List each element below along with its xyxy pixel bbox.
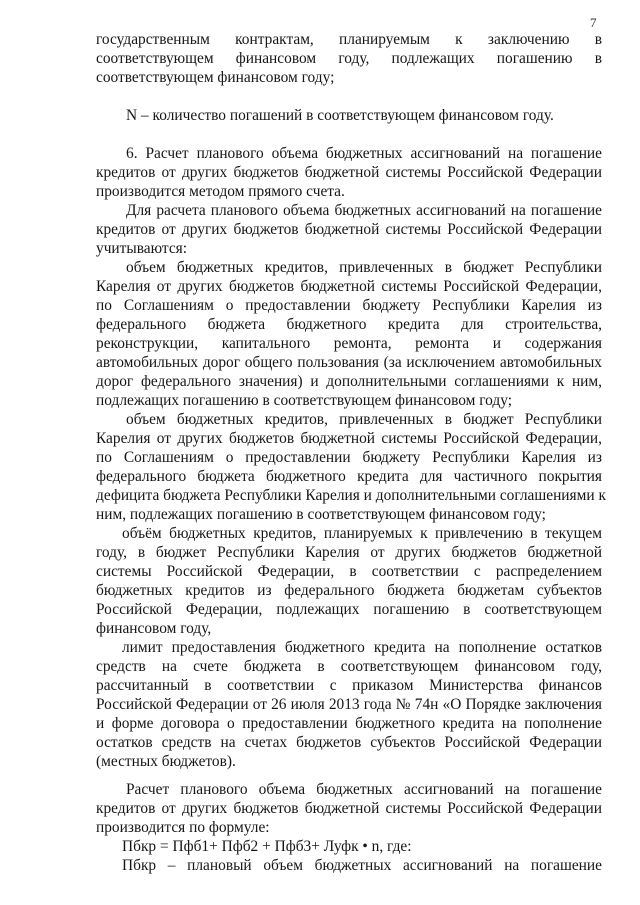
text-line: Для расчета планового объема бюджетных ассигнований на погашение: [126, 202, 602, 219]
text-line: лимит предоставления бюджетного кредита на пополнение остатков: [122, 639, 602, 656]
text-line: системы Российской Федерации, в соответствии с распределением: [96, 563, 602, 580]
text-line: Карелия от других бюджетов бюджетной системы Российской Федерации,: [96, 278, 602, 295]
text-line: объем бюджетных кредитов, привлеченных в бюджет Республики: [126, 259, 602, 276]
text-line: по Соглашениям о предоставлении бюджету Республики Карелия из: [96, 297, 602, 314]
text-line: учитываются:: [96, 240, 188, 257]
formula-definition: Пбкр – плановый объем бюджетных ассигнований на погашение: [122, 857, 602, 874]
text-line: средств на счете бюджета в соответствующем финансовом году,: [96, 658, 602, 675]
text-line: (местных бюджетов).: [96, 753, 236, 770]
text-line: Российской Федерации от 26 июля 2013 года № 74н «О Порядке заключения: [96, 696, 602, 713]
paragraph-6-heading: 6. Расчет планового объема бюджетных ассигнований на погашение: [126, 145, 602, 162]
text-line: дефицита бюджета Республики Карелия и дополнительными соглашениями к: [96, 487, 606, 504]
text-line: году, в бюджет Республики Карелия от других бюджетов бюджетной: [96, 544, 602, 561]
text-line: реконструкции, капитального ремонта, ремонта и содержания: [96, 335, 602, 352]
text-line: бюджетных кредитов из федерального бюджета бюджетам субъектов: [96, 582, 602, 599]
text-line: N – количество погашений в соответствующем финансовом году.: [126, 107, 554, 124]
text-line: Расчет планового объема бюджетных ассигнований на погашение: [126, 781, 602, 798]
text-line: федерального бюджета бюджетного кредита для частичного покрытия: [96, 468, 602, 485]
text-line: рассчитанный в соответствии с приказом Министерства финансов: [96, 677, 602, 694]
text-line: соответствующем финансовом году;: [96, 69, 335, 86]
text-line: остатков средств на счетах бюджетов субъектов Российской Федерации: [96, 734, 602, 751]
formula: Пбкр = Пфб1+ Пфб2 + Пфб3+ Луфк • n, где:: [122, 838, 412, 855]
text-line: дорог федерального значения) и дополнительными соглашениями к ним,: [96, 373, 602, 390]
text-line: государственным контрактам, планируемым к заключению в: [96, 31, 602, 48]
text-line: соответствующем финансовом году, подлежащих погашению в: [96, 50, 602, 67]
text-line: кредитов от других бюджетов бюджетной системы Российской Федерации: [96, 800, 602, 817]
text-line: федерального бюджета бюджетного кредита для строительства,: [96, 316, 602, 333]
text-line: подлежащих погашению в соответствующем финансовом году;: [96, 392, 513, 409]
text-line: Карелия от других бюджетов бюджетной системы Российской Федерации,: [96, 430, 602, 447]
text-line: производится по формуле:: [96, 819, 270, 836]
text-line: объём бюджетных кредитов, планируемых к привлечению в текущем: [122, 525, 602, 542]
text-line: ним, подлежащих погашению в соответствующем финансовом году;: [96, 506, 546, 523]
text-line: объем бюджетных кредитов, привлеченных в бюджет Республики: [126, 411, 602, 428]
text-line: по Соглашениям о предоставлении бюджету Республики Карелия из: [96, 449, 602, 466]
text-line: автомобильных дорог общего пользования (за исключением автомобильных: [96, 354, 602, 371]
text-line: кредитов от других бюджетов бюджетной системы Российской Федерации: [96, 221, 602, 238]
text-line: Российской Федерации, подлежащих погашению в соответствующем: [96, 601, 602, 618]
text-line: финансовом году,: [96, 620, 212, 637]
page-number: 7: [590, 15, 597, 30]
text-line: и форме договора о предоставлении бюджетного кредита на пополнение: [96, 715, 602, 732]
text-line: кредитов от других бюджетов бюджетной системы Российской Федерации: [96, 164, 602, 181]
text-line: производится методом прямого счета.: [96, 183, 345, 200]
